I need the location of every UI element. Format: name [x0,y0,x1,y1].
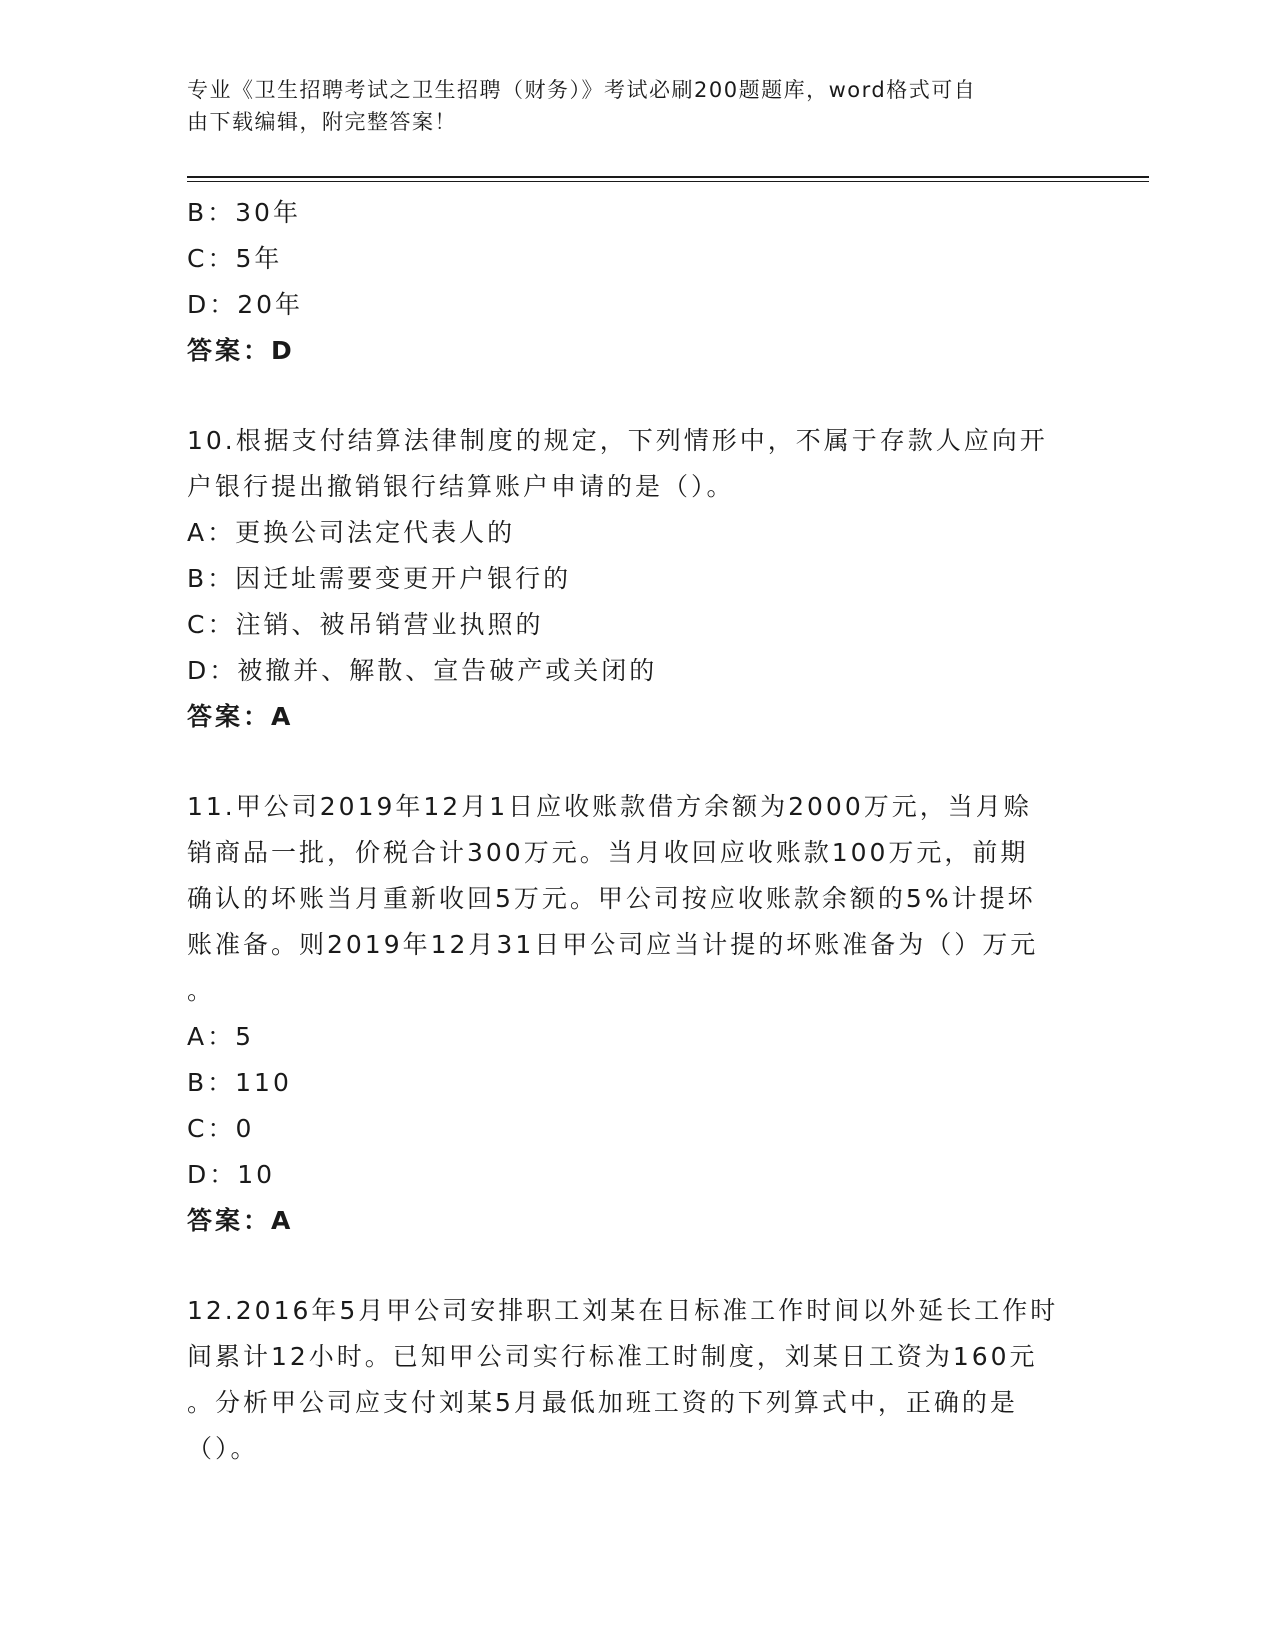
document-body [187,190,1087,1472]
question-stem-line: 间累计12小时。已知甲公司实行标准工时制度，刘某日工资为160元 [187,1342,1038,1371]
spacer [187,374,1087,418]
option-c: C：5年 [187,244,283,273]
answer: 答案：D [187,336,295,365]
question-stem-line: 10.根据支付结算法律制度的规定，下列情形中，不属于存款人应向开 [187,426,1048,455]
question-stem-line: 。 [187,976,216,1005]
option-d: D：被撤并、解散、宣告破产或关闭的 [187,656,658,685]
question-9-tail [187,190,1087,374]
question-12 [187,1288,1087,1472]
question-stem-line: 12.2016年5月甲公司安排职工刘某在日标准工作时间以外延长工作时 [187,1296,1059,1325]
option-b: B：30年 [187,198,301,227]
question-stem-line: 11.甲公司2019年12月1日应收账款借方余额为2000万元，当月赊 [187,792,1032,821]
option-c: C：注销、被吊销营业执照的 [187,610,544,639]
question-10 [187,418,1087,740]
answer: 答案：A [187,702,294,731]
option-d: D：10 [187,1160,276,1189]
spacer [187,1244,1087,1288]
question-stem-line: 销商品一批，价税合计300万元。当月收回应收账款100万元，前期 [187,838,1029,867]
option-b: B：110 [187,1068,292,1097]
question-stem-line: 账准备。则2019年12月31日甲公司应当计提的坏账准备为（）万元 [187,930,1039,959]
header-line-2: 由下载编辑，附完整答案！ [187,110,457,134]
page-header [187,74,1087,138]
question-stem-line: 确认的坏账当月重新收回5万元。甲公司按应收账款余额的5%计提坏 [187,884,1036,913]
spacer [187,740,1087,784]
header-divider [187,176,1149,182]
question-stem-line: （）。 [187,1434,259,1463]
header-line-1: 专业《卫生招聘考试之卫生招聘（财务）》考试必刷200题题库，word格式可自 [187,78,977,102]
option-d: D：20年 [187,290,304,319]
option-c: C：0 [187,1114,255,1143]
question-stem-line: 户银行提出撤销银行结算账户申请的是（）。 [187,472,735,501]
option-a: A：更换公司法定代表人的 [187,518,516,547]
question-11 [187,784,1087,1244]
answer: 答案：A [187,1206,294,1235]
option-b: B：因迁址需要变更开户银行的 [187,564,572,593]
question-stem-line: 。分析甲公司应支付刘某5月最低加班工资的下列算式中，正确的是 [187,1388,1018,1417]
option-a: A：5 [187,1022,255,1051]
